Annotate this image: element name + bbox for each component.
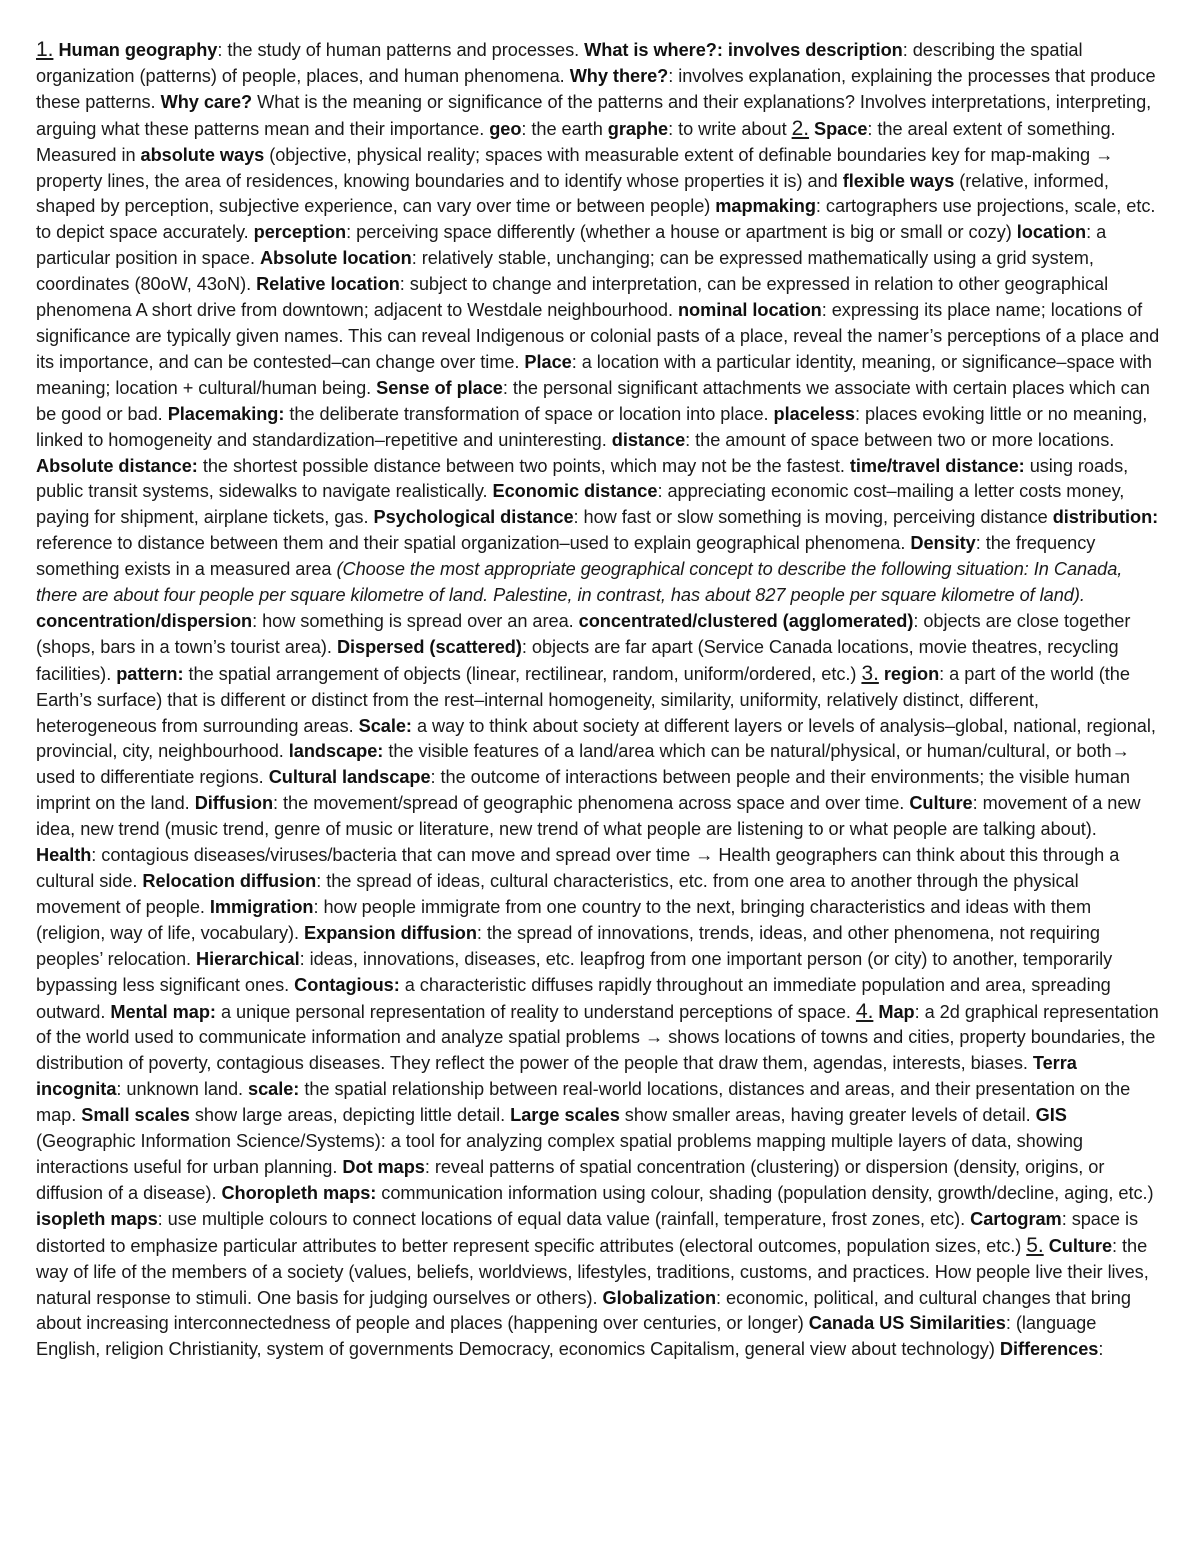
section-number: 4. <box>855 999 874 1023</box>
term: Absolute distance: <box>36 455 198 476</box>
term: Cartogram <box>970 1208 1062 1229</box>
term: Density <box>910 533 976 554</box>
term: Differences <box>999 1339 1099 1360</box>
term: Diffusion <box>194 793 274 814</box>
term: graphe <box>607 118 669 139</box>
term: Space <box>814 118 868 139</box>
term: Globalization <box>602 1287 717 1308</box>
term: Contagious: <box>294 974 400 995</box>
text-run: a characteristic diffuses rapidly throughout an immediate population and area, spreading outward. <box>36 974 1111 1022</box>
text-run: the deliberate transformation of space or location into place. <box>284 403 774 424</box>
text-run: the shortest possible distance between two points, which may not be the fastest. <box>197 455 850 476</box>
term: Dot maps <box>342 1156 425 1177</box>
term: Absolute location <box>259 248 412 269</box>
term: absolute ways <box>140 144 265 165</box>
text-run: communication information using colour, shading (population density, growth/decline, aging, etc.) <box>376 1182 1154 1203</box>
italic-question: (Choose the most appropriate geographical concept to describe the following situation: In Canada, there are about four people per square kilometre of land. Palestine, in contrast, has about 827 people per square kilometre of land). <box>36 559 1123 606</box>
term: mapmaking <box>715 196 816 217</box>
term: nominal location <box>678 300 822 321</box>
text-run: : a part of the world (the Earth’s surface) that is different or distinct from the rest–internal homogeneity, similarity, uniformity, relatively distinct, different, heterogeneous from surrounding areas. <box>36 663 1130 736</box>
term: Choropleth maps: <box>221 1182 377 1203</box>
term: Culture <box>1048 1235 1113 1256</box>
text-run: : movement of a new idea, new trend (music trend, genre of music or literature, new trend of what people are listening to or what people are talking about). <box>36 793 1141 840</box>
section-number: 1. <box>36 38 54 61</box>
term: Map <box>878 1001 915 1022</box>
text-run: (relative, informed, shaped by perception, subjective experience, can vary over time or between people) <box>36 170 1109 217</box>
text-run: : <box>1098 1339 1104 1360</box>
text-run: : involves explanation, explaining the processes that produce these patterns. <box>36 65 1156 112</box>
term: Place <box>524 351 572 372</box>
text-run: : the spread of innovations, trends, ideas, and other phenomena, not requiring peoples’ relocation. <box>36 922 1100 969</box>
text-run: : a particular position in space. <box>36 222 1107 269</box>
text-run: : how people immigrate from one country to the next, bringing characteristics and ideas with them (religion, way of life, vocabulary). <box>36 896 1092 943</box>
term: distribution: <box>1052 507 1159 528</box>
text-run: : the study of human patterns and processes. <box>217 40 585 60</box>
term: Why care? <box>160 91 253 112</box>
term: Psychological distance <box>373 507 574 528</box>
text-run: : ideas, innovations, diseases, etc. leapfrog from one important person (or city) to another, temporarily bypassing less significant ones. <box>36 948 1113 995</box>
term: GIS <box>1035 1105 1067 1126</box>
text-run: : the areal extent of something. Measured in <box>36 118 1116 165</box>
term: scale: <box>248 1079 300 1100</box>
text-run: a unique personal representation of reality to understand perceptions of space. <box>215 1001 856 1022</box>
section-number: 3. <box>861 661 879 685</box>
text-run: : unknown land. <box>116 1079 249 1100</box>
term: concentration/dispersion <box>36 610 253 631</box>
text-run: : space is distorted to emphasize particular attributes to better represent specific attributes (electoral outcomes, population sizes, etc.) <box>36 1208 1139 1256</box>
term: Why there? <box>569 65 669 86</box>
text-run: : expressing its place name; locations of significance are typically given names. This can reveal Indigenous or colonial pasts of a place, reveal the namer’s perceptions of a place and its importance, and can be contested–can change over time. <box>36 300 1160 372</box>
term: Hierarchical <box>196 948 300 969</box>
text-run: : objects are far apart (Service Canada locations, movie theatres, recycling facilities). <box>36 636 1119 684</box>
text-run: : a location with a particular identity, meaning, or significance–space with meaning; location + cultural/human being. <box>36 351 1152 398</box>
text-run: reference to distance between them and their spatial organization–used to explain geographical phenomena. <box>36 533 911 554</box>
text-run: : describing the spatial organization (patterns) of people, places, and human phenomena. <box>36 40 1083 86</box>
term: geo <box>489 118 522 139</box>
text-run: : the outcome of interactions between people and their environments; the visible human imprint on the land. <box>36 767 1130 814</box>
text-run: the visible features of a land/area which can be natural/physical, or human/cultural, or both→ used to differentiate regions. <box>36 741 1130 788</box>
text-run: What is the meaning or significance of the patterns and their explanations? Involves interpretations, interpreting, arguing what these patterns mean and their importance. <box>36 91 1152 139</box>
text-run: : the personal significant attachments we associate with certain places which can be good or bad. <box>36 377 1150 424</box>
text-run: : relatively stable, unchanging; can be expressed mathematically using a grid system, coordinates (80oW, 43oN). <box>36 248 1094 295</box>
term: Expansion diffusion <box>304 922 477 943</box>
text-run: : a 2d graphical representation of the world used to communicate information and analyze spatial problems → shows locations of towns and cities, property boundaries, the distribution of poverty, contagious diseases. They reflect the power of the people that draw them, agendas, interests, biases. <box>36 1001 1159 1074</box>
text-run: : places evoking little or no meaning, linked to homogeneity and standardization–repetitive and uninteresting. <box>36 403 1148 450</box>
text-run: : economic, political, and cultural changes that bring about increasing interconnectedness of people and places (happening over centuries, or longer) <box>36 1287 1131 1334</box>
text-run: : how fast or slow something is moving, perceiving distance <box>573 507 1053 528</box>
text-run: : use multiple colours to connect locations of equal data value (rainfall, temperature, frost zones, etc). <box>157 1208 971 1229</box>
term: What is where?: involves description <box>584 40 903 60</box>
text-run: : cartographers use projections, scale, etc. to depict space accurately. <box>36 196 1156 243</box>
term: location <box>1016 222 1087 243</box>
text-run: : objects are close together (shops, bars in a town’s tourist area). <box>36 610 1131 657</box>
term: flexible ways <box>842 170 955 191</box>
term: Terra incognita <box>36 1053 1077 1100</box>
term: Health <box>36 845 92 866</box>
term: Scale: <box>358 715 412 736</box>
text-run: : the earth <box>521 118 608 139</box>
text-run: : the way of life of the members of a society (values, beliefs, worldviews, lifestyles, traditions, customs, and practices. How people live their lives, natural response to stimuli. One basis for judging ourselves or others). <box>36 1235 1149 1308</box>
term: Dispersed (scattered) <box>336 636 522 657</box>
term: isopleth maps <box>36 1208 158 1229</box>
term: time/travel distance: <box>849 455 1025 476</box>
term: distance <box>611 429 686 450</box>
text-run: : the movement/spread of geographic phenomena across space and over time. <box>273 793 910 814</box>
term: Canada US Similarities <box>808 1313 1006 1334</box>
term: placeless <box>773 403 855 424</box>
section-number: 5. <box>1026 1233 1044 1257</box>
term: Large scales <box>510 1105 620 1126</box>
text-run: : the frequency something exists in a measured area <box>36 533 1096 580</box>
term: Economic distance <box>492 481 658 502</box>
term: Immigration <box>209 896 314 917</box>
text-run: : to write about <box>668 118 792 139</box>
text-run: : appreciating economic cost–mailing a letter costs money, paying for shipment, airplane tickets, gas. <box>36 481 1125 528</box>
text-run: show smaller areas, having greater levels of detail. <box>619 1105 1036 1126</box>
term: pattern: <box>116 663 184 684</box>
term: region <box>883 663 940 684</box>
section-number: 2. <box>791 116 810 140</box>
term: Small scales <box>81 1105 190 1126</box>
text-run: (Geographic Information Science/Systems): a tool for analyzing complex spatial problems mapping multiple layers of data, showing interactions useful for urban planning. <box>36 1131 1083 1177</box>
term: Relative location <box>256 274 400 295</box>
text-run: : contagious diseases/viruses/bacteria that can move and spread over time → Health geographers can think about this through a cultural side. <box>36 845 1120 891</box>
notes-paragraph <box>36 37 1160 1363</box>
text-run: the spatial relationship between real-world locations, distances and areas, and their presentation on the map. <box>36 1079 1131 1126</box>
text-run: : subject to change and interpretation, can be expressed in relation to other geographical phenomena A short drive from downtown; adjacent to Westdale neighbourhood. <box>36 274 1109 321</box>
text-run: : reveal patterns of spatial concentration (clustering) or dispersion (density, origins, or diffusion of a disease). <box>36 1156 1105 1203</box>
text-run: : perceiving space differently (whether a house or apartment is big or small or cozy) <box>346 222 1017 243</box>
term: Mental map: <box>110 1001 216 1022</box>
text-run: : how something is spread over an area. <box>252 610 579 631</box>
text-run: show large areas, depicting little detail. <box>189 1105 511 1126</box>
text-run: the spatial arrangement of objects (linear, rectilinear, random, uniform/ordered, etc.) <box>183 663 862 684</box>
term: Relocation diffusion <box>142 871 317 891</box>
text-run: : the amount of space between two or more locations. <box>685 429 1115 450</box>
term: Culture <box>909 793 973 814</box>
term: Human geography <box>58 40 218 60</box>
term: concentrated/clustered (agglomerated) <box>578 610 914 631</box>
text-run: : the spread of ideas, cultural characteristics, etc. from one area to another through the physical movement of people. <box>36 871 1079 917</box>
text-run: : (language English, religion Christianity, system of governments Democracy, economics Capitalism, general view about technology) <box>36 1313 1097 1360</box>
term: Sense of place <box>376 377 503 398</box>
term: perception <box>253 222 347 243</box>
text-run: a way to think about society at different layers or levels of analysis–global, national, regional, provincial, city, neighbourhood. <box>36 715 1156 762</box>
text-run: using roads, public transit systems, sidewalks to navigate realistically. <box>36 455 1129 502</box>
term: Placemaking: <box>167 403 285 424</box>
term: Cultural landscape <box>268 767 431 788</box>
text-run: (objective, physical reality; spaces with measurable extent of definable boundaries key for map-making → property lines, the area of residences, knowing boundaries and to identify whose properties it is) and <box>36 144 1114 191</box>
term: landscape: <box>288 741 384 762</box>
